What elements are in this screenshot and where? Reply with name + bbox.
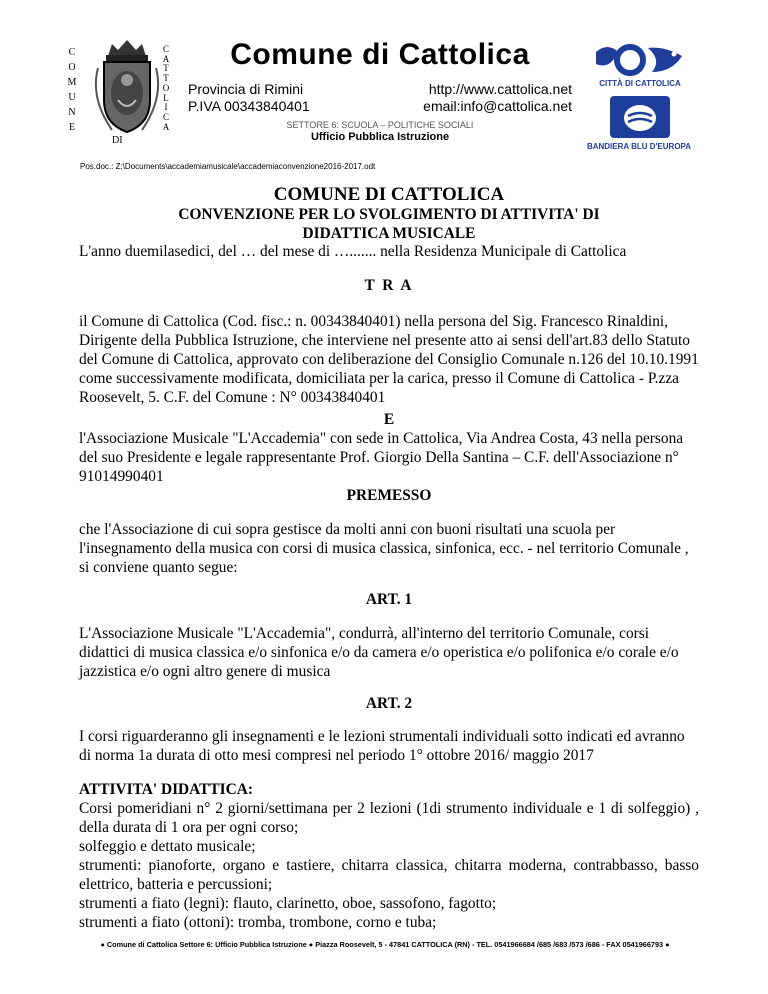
art2-heading: ART. 2 — [365, 695, 413, 712]
blue-flag-icon — [608, 94, 672, 140]
sector-line: SETTORE 6: SCUOLA – POLITICHE SOCIALI — [286, 120, 474, 130]
activity-item: strumenti: pianoforte, organo e tastiere, chitarra classica, chitarra moderna, contrabbasso, basso elettrico, batteria e percussioni; — [79, 857, 699, 893]
crest-letters-right: C A T T O L I C A — [162, 44, 170, 132]
header-contacts — [380, 81, 572, 115]
activity-item: strumenti a fiato (ottoni): tromba, trombone, corno e tuba; — [79, 914, 437, 931]
vat-text: P.IVA 00343840401 — [188, 98, 310, 114]
party-comune: il Comune di Cattolica (Cod. fisc.: n. 00343840401) nella persona del Sig. Francesco Rinaldini, Dirigente della Pubblica Istruzione, che interviene nel presente atto ai sensi dell'art.83 dello Statuto del Comune di Cattolica, approvato con deliberazione del Consiglio Comunale n.126 del 10.10.1991 come successivamente modificata, domiciliata per la carica, presso il Comune di Cattolica - P.zza Roosevelt, 5. C.F. del Comune : N° 00343840401 — [79, 313, 699, 406]
tra-heading: T R A — [364, 277, 414, 294]
website-link[interactable]: http://www.cattolica.net — [428, 81, 572, 97]
art1-heading: ART. 1 — [365, 591, 413, 608]
page-footer: ● Comune di Cattolica Settore 6: Ufficio Pubblica Istruzione ● Piazza Roosevelt, 5 - 47841 CATTOLICA (RN) - TEL. 0541966684 /685 /683 /573 /686 - FAX 0541966793 ● — [100, 940, 670, 949]
city-logo — [592, 42, 688, 78]
city-wave-logo-icon — [592, 42, 688, 78]
blue-flag-logo — [608, 94, 672, 140]
e-heading: E — [383, 411, 395, 428]
subtitle: CONVENZIONE PER LO SVOLGIMENTO DI ATTIVITA' DI DIDATTICA MUSICALE — [178, 206, 600, 242]
premesso-heading: PREMESSO — [346, 487, 432, 504]
activity-item: solfeggio e dettato musicale; — [79, 838, 256, 855]
intro-line: L'anno duemilasedici, del … del mese di …....... nella Residenza Municipale di Cattolica — [79, 243, 627, 260]
art1-paragraph: L'Associazione Musicale "L'Accademia", condurrà, all'interno del territorio Comunale, corsi didattici di musica classica e/o sinfonica e/o da camera e/o operistica e/o polifonica e/o corale e/o jazzistica e/o ogni altro genere di musica — [79, 625, 679, 680]
flag-caption: BANDIERA BLU D'EUROPA — [586, 142, 692, 151]
crest-letters-bottom: DI — [112, 135, 123, 146]
province-text: Provincia di Rimini — [188, 81, 304, 97]
activity-heading: ATTIVITA' DIDATTICA: — [79, 781, 254, 798]
city-logo-caption: CITTÀ DI CATTOLICA — [599, 79, 681, 88]
header-title: Comune di Cattolica — [230, 38, 530, 71]
art2-paragraph: I corsi riguarderanno gli insegnamenti e le lezioni strumentali individuali sotto indicati ed avranno di norma 1a durata di otto mesi compresi nel periodo 1° ottobre 2016/ maggio 2017 — [79, 728, 685, 764]
activity-list — [79, 799, 699, 932]
activity-item: Corsi pomeridiani n° 2 giorni/settimana per 2 lezioni (1di strumento individuale e 1 di solfeggio) , della durata di 1 ora per ogni corso; — [79, 800, 699, 836]
premise-paragraph: che l'Associazione di cui sopra gestisce da molti anni con buoni risultati una scuola per l'insegnamento della musica con corsi di musica classica, sinfonica, ecc. - nel territorio Comunale , si conviene quanto segue: — [79, 521, 689, 576]
main-title: COMUNE DI CATTOLICA — [273, 184, 505, 205]
party-association: l'Associazione Musicale "L'Accademia" con sede in Cattolica, Via Andrea Costa, 43 nella persona del suo Presidente e legale rappresentante Prof. Giorgio Della Santina – C.F. dell'Associazione n° 91014990401 — [79, 430, 684, 485]
activity-item: strumenti a fiato (legni): flauto, clarinetto, oboe, sassofono, fagotto; — [79, 895, 497, 912]
header-province — [188, 81, 310, 115]
document-path: Pos.doc.: Z:\Documents\accademiamusicale\accademiaconvenzione2016-2017.odt — [80, 162, 376, 171]
crest-letters-left: C O M U N E — [67, 47, 77, 133]
email-link[interactable]: email:info@cattolica.net — [423, 98, 572, 114]
office-line: Ufficio Pubblica Istruzione — [310, 131, 450, 143]
